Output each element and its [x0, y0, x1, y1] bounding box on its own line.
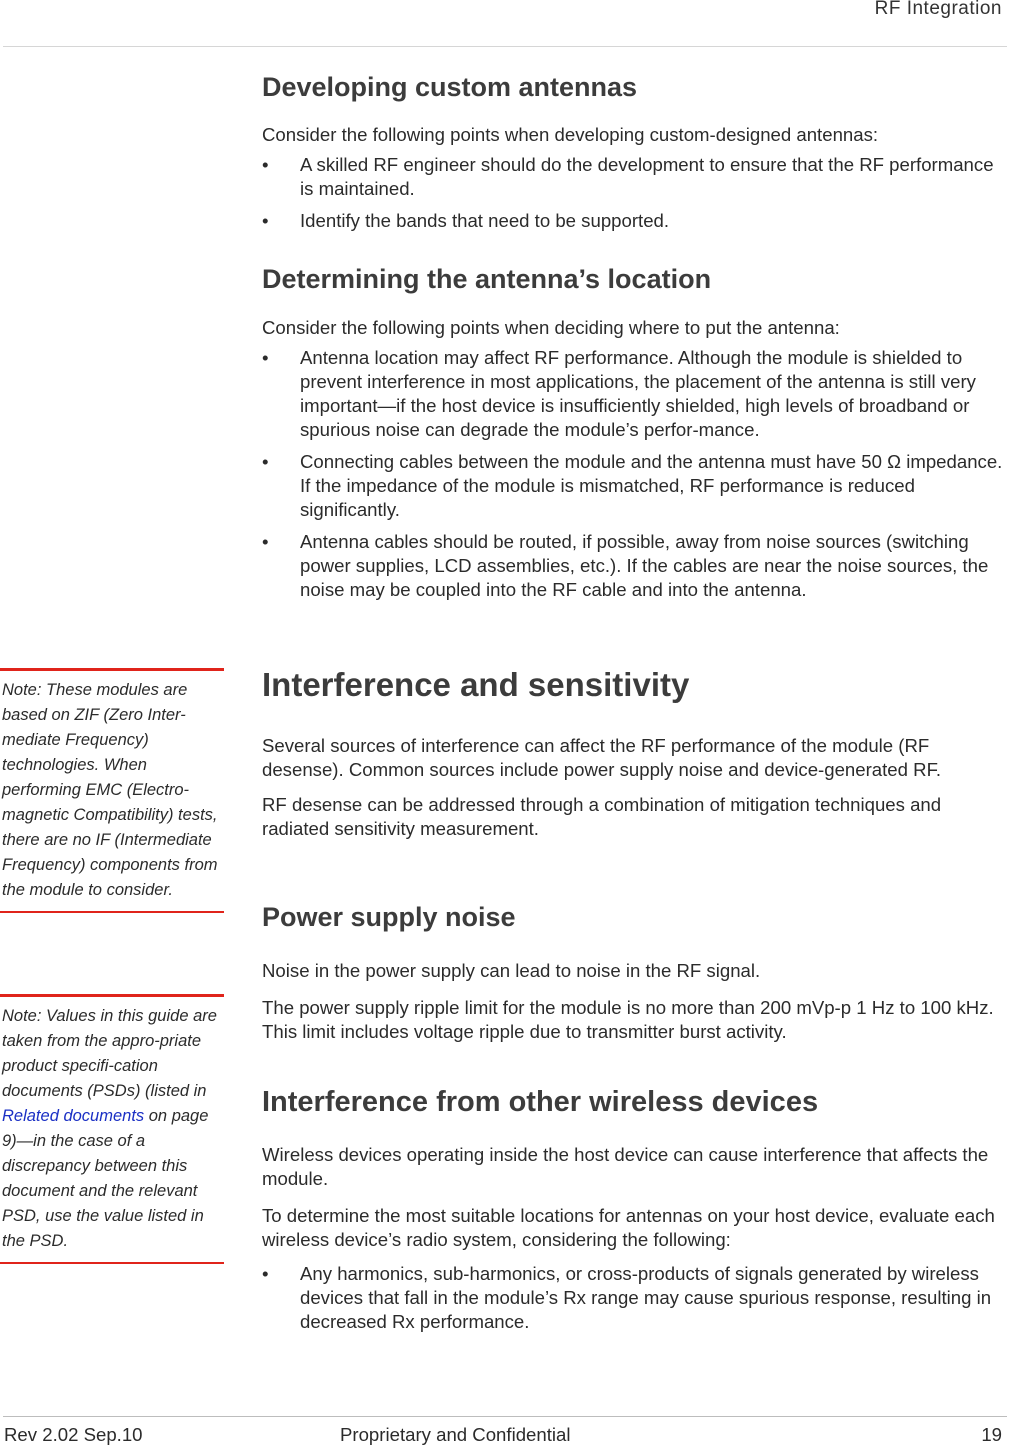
side-note-values-before: Note: Values in this guide are taken from the appro-priate product specifi-cation documents (PSDs) (listed in [2, 1007, 217, 1100]
bullet-marker: • [262, 154, 269, 175]
section-antenna-location-body [262, 316, 1006, 602]
related-documents-link[interactable]: Related documents [2, 1107, 145, 1125]
footer-confidentiality: Proprietary and Confidential [340, 1424, 571, 1445]
side-note-values-after: on page 9)—in the case of a discrepancy between this document and the relevant PSD, use the value listed in the PSD. [2, 1107, 209, 1250]
section-heading: Developing custom antennas [262, 72, 638, 102]
bullet-marker: • [262, 347, 269, 368]
bullet-list [262, 1262, 1006, 1334]
section-power-supply-body [262, 959, 1006, 1044]
section-wireless [262, 1086, 1006, 1119]
bullet-list [262, 153, 1006, 233]
section-heading: Interference and sensitivity [262, 666, 690, 703]
section-heading: Power supply noise [262, 902, 516, 932]
paragraph: Wireless devices operating inside the host device can cause interference that affects the module. [262, 1144, 989, 1189]
side-note-values-text [0, 997, 224, 1262]
section-wireless-body [262, 1143, 1006, 1334]
section-heading: Interference from other wireless devices [262, 1086, 819, 1118]
list-item: • Antenna cables should be routed, if possible, away from noise sources (switching power supplies, LCD assemblies, etc.). If the cables are near the noise sources, the noise may be coupled into the RF cable and into the antenna. [262, 531, 989, 600]
section-intro: Consider the following points when developing custom-designed antennas: [262, 124, 879, 145]
running-header-title: RF Integration [874, 0, 1002, 19]
paragraph: Noise in the power supply can lead to noise in the RF signal. [262, 960, 761, 981]
list-item: • A skilled RF engineer should do the development to ensure that the RF performance is maintained. [262, 154, 994, 199]
section-custom-antennas [262, 72, 1006, 103]
paragraph: The power supply ripple limit for the module is no more than 200 mVp-p 1 Hz to 100 kHz. This limit includes voltage ripple due to transmitter burst activity. [262, 997, 994, 1042]
bullet-marker: • [262, 210, 269, 231]
footer-revision: Rev 2.02 Sep.10 [4, 1424, 143, 1445]
side-note-values [0, 994, 224, 1264]
list-item: • Identify the bands that need to be supported. [262, 210, 670, 231]
section-power-supply [262, 902, 1006, 933]
section-interference [262, 666, 1006, 704]
bullet-marker: • [262, 451, 269, 472]
section-custom-antennas-body [262, 123, 1006, 233]
side-note-zif [0, 668, 224, 913]
list-item: • Any harmonics, sub-harmonics, or cross-products of signals generated by wireless devices that fall in the module’s Rx range may cause spurious response, resulting in decreased Rx performance. [262, 1263, 992, 1332]
paragraph: To determine the most suitable locations for antennas on your host device, evaluate each wireless device’s radio system, considering the following: [262, 1205, 995, 1250]
bullet-marker: • [262, 1263, 269, 1284]
list-item: • Connecting cables between the module and the antenna must have 50 Ω impedance. If the impedance of the module is mismatched, RF performance is reduced significantly. [262, 451, 1003, 520]
paragraph: RF desense can be addressed through a combination of mitigation techniques and radiated sensitivity measurement. [262, 794, 942, 839]
list-item: • Antenna location may affect RF performance. Although the module is shielded to prevent interference in most applications, the placement of the antenna is still very important—if the host device is insufficiently shielded, high levels of broadband or spurious noise can degrade the module’s perfor-mance. [262, 347, 976, 440]
section-heading: Determining the antenna’s location [262, 264, 712, 294]
header-divider [3, 46, 1007, 47]
bullet-list [262, 346, 1006, 602]
footer-divider [3, 1416, 1007, 1417]
section-intro: Consider the following points when deciding where to put the antenna: [262, 317, 840, 338]
section-interference-body [262, 734, 1006, 841]
footer-page-number: 19 [981, 1424, 1002, 1445]
side-note-zif-text: Note: These modules are based on ZIF (Zero Inter-mediate Frequency) technologies. When performing EMC (Electro-magnetic Compatibility) tests, there are no IF (Intermediate Frequency) components from the module to consider. [2, 681, 218, 899]
section-antenna-location [262, 264, 1006, 295]
paragraph: Several sources of interference can affect the RF performance of the module (RF desense). Common sources include power supply noise and device-generated RF. [262, 735, 942, 780]
bullet-marker: • [262, 531, 269, 552]
